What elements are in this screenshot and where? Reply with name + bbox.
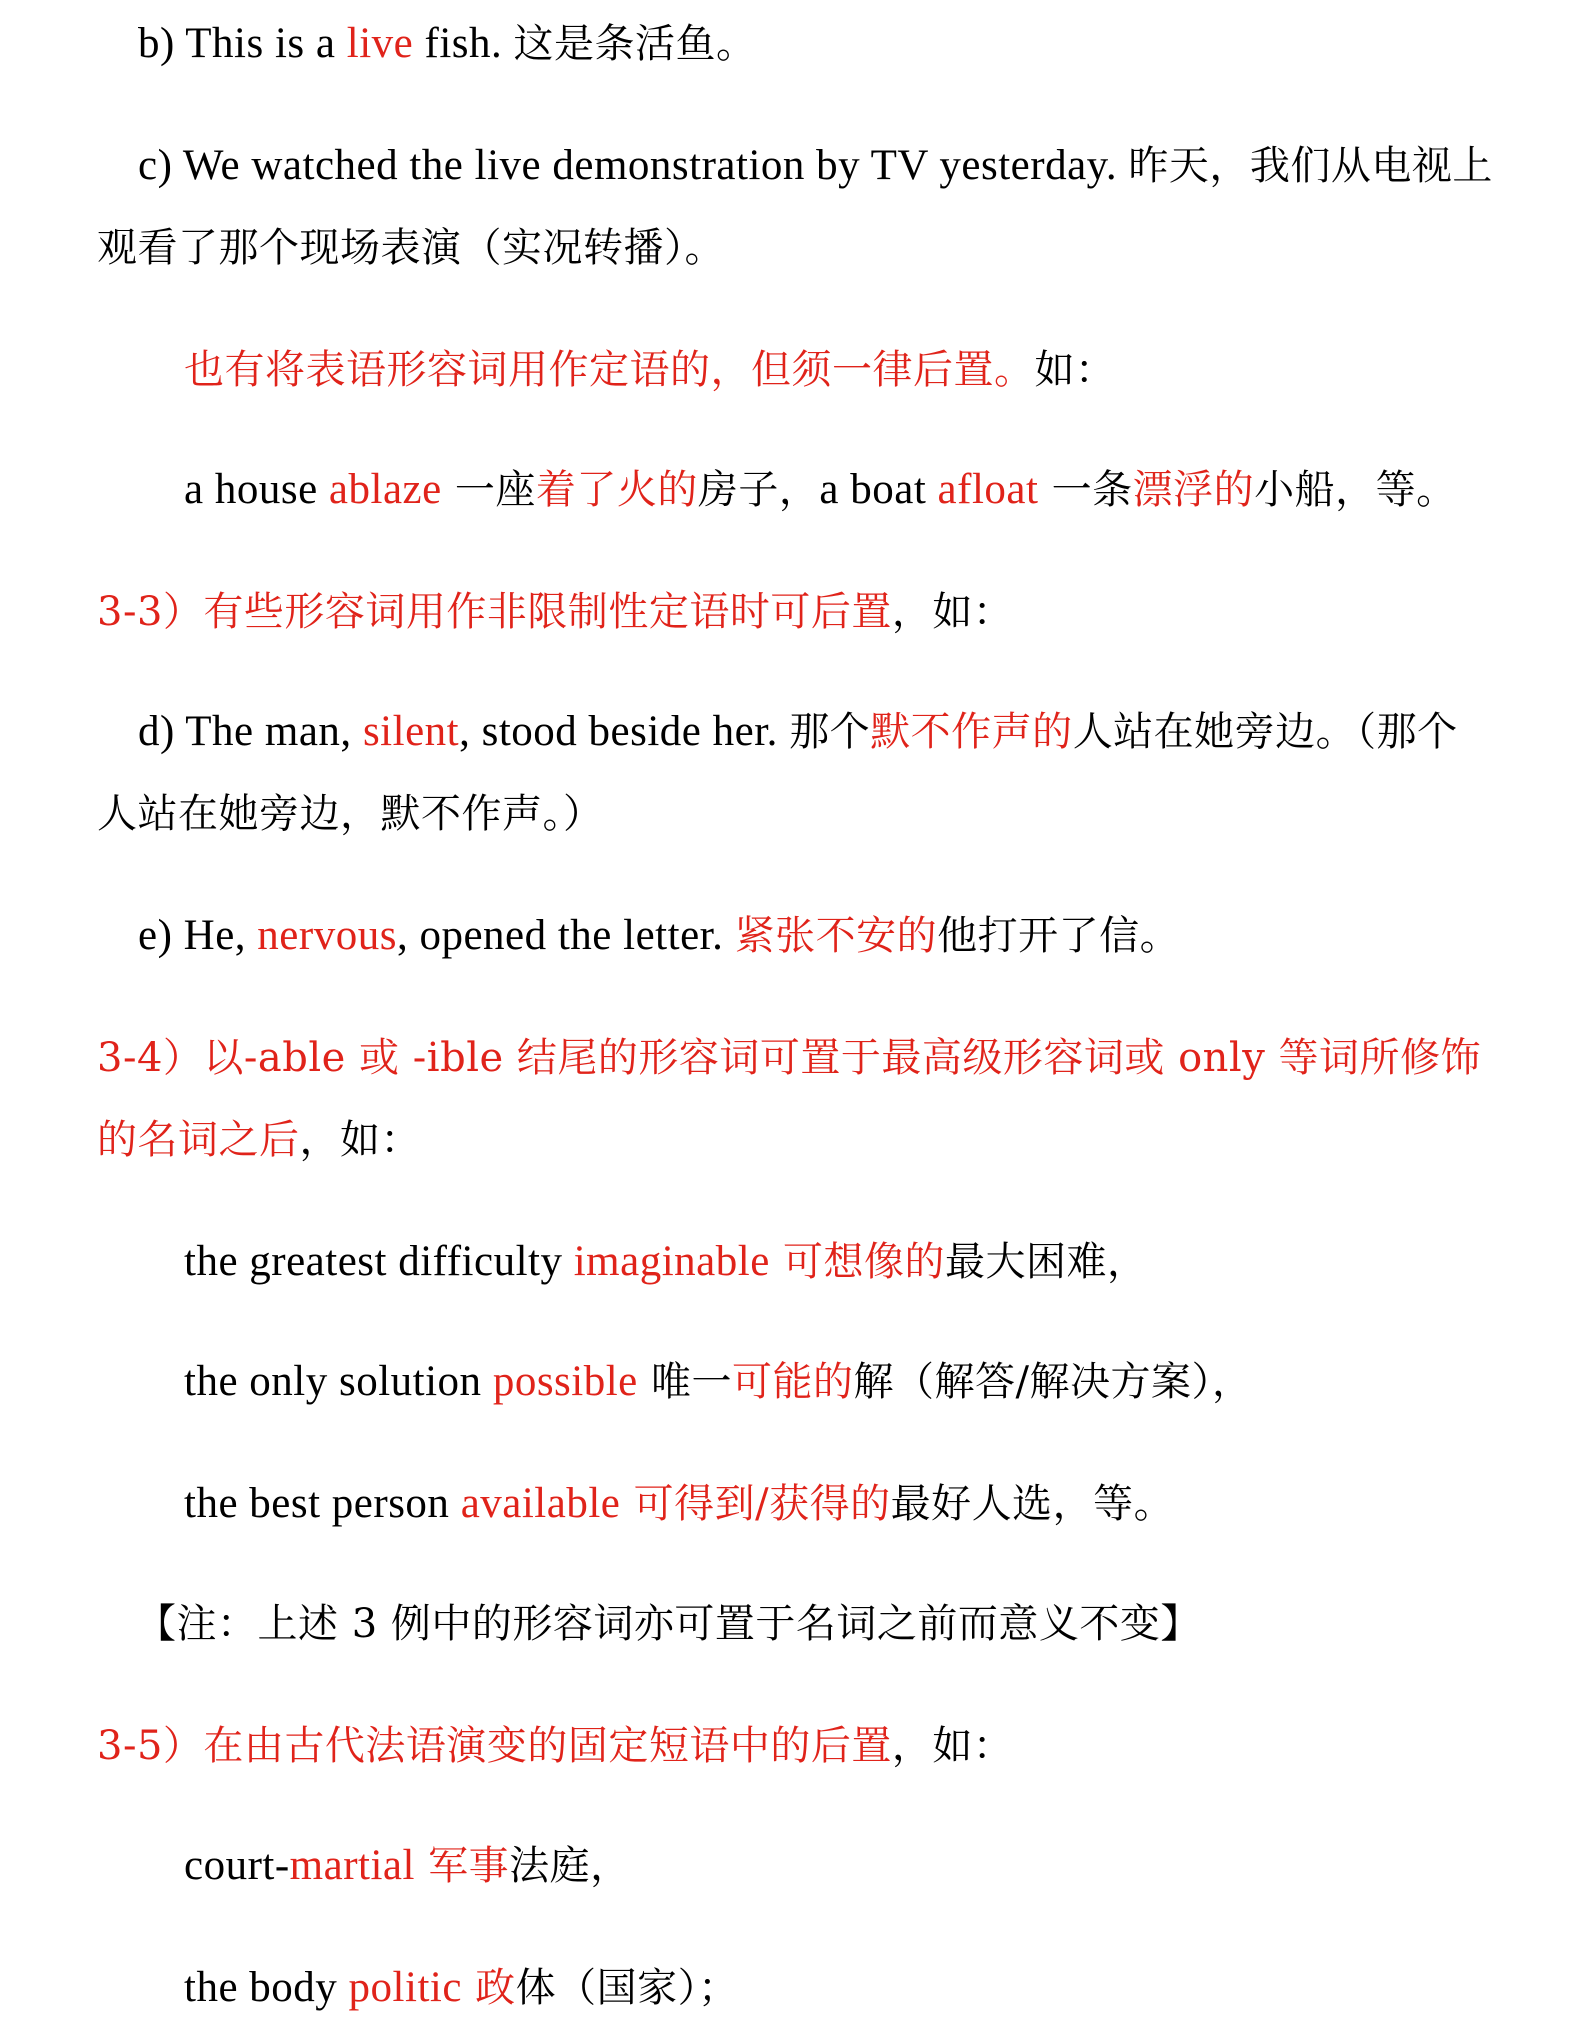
body-text: 唯一 bbox=[637, 1359, 732, 1405]
example-imaginable bbox=[184, 1238, 1148, 1286]
body-text: 人站在她旁边，默不作声。） bbox=[97, 791, 604, 837]
example-possible bbox=[184, 1358, 1252, 1406]
body-text: 昨天，我们从电视上 bbox=[1128, 143, 1493, 189]
body-text: 这是条活鱼。 bbox=[513, 21, 757, 67]
body-text: , stood beside her. bbox=[459, 708, 790, 755]
body-text: a boat bbox=[819, 466, 938, 513]
body-text: b) This is a bbox=[138, 20, 347, 67]
body-text: e) He, bbox=[138, 912, 258, 959]
section-heading-3-5 bbox=[97, 1722, 1013, 1770]
body-text: d) The man, bbox=[138, 708, 363, 755]
body-text: 解（解答/解决方案）， bbox=[853, 1359, 1253, 1405]
highlighted-text: 可得到/获得的 bbox=[620, 1481, 891, 1527]
highlighted-text: 3-4）以-able 或 -ible 结尾的形容词可置于最高级形容词或 only 等词所修饰 bbox=[97, 1035, 1482, 1081]
body-text: 一座 bbox=[441, 467, 536, 513]
body-text: 法庭， bbox=[509, 1843, 631, 1889]
body-text: , opened the letter. bbox=[396, 912, 735, 959]
example-line-d-continued bbox=[97, 790, 604, 838]
body-text: 一条 bbox=[1038, 467, 1133, 513]
body-text: 体（国家）； bbox=[515, 1965, 739, 2011]
example-line-d bbox=[138, 708, 1458, 756]
highlighted-text: 政 bbox=[461, 1965, 516, 2011]
example-body-politic bbox=[184, 1964, 739, 2012]
section-heading-3-3 bbox=[97, 588, 1013, 636]
highlighted-text: 也有将表语形容词用作定语的，但须一律后置。 bbox=[184, 347, 1035, 393]
body-text: 他打开了信。 bbox=[937, 913, 1181, 959]
body-text: fish. bbox=[413, 20, 514, 67]
highlighted-text: live bbox=[346, 20, 414, 67]
example-line-c-continued bbox=[97, 224, 725, 272]
highlighted-text: nervous bbox=[257, 912, 397, 959]
body-text: the body bbox=[184, 1964, 349, 2011]
rule-note-predicative-adjectives bbox=[184, 346, 1116, 394]
highlighted-text: 3-3）有些形容词用作非限制性定语时可后置 bbox=[97, 589, 892, 635]
body-text: ，如： bbox=[299, 1117, 421, 1163]
highlighted-text: imaginable bbox=[573, 1238, 770, 1285]
body-text: the best person bbox=[184, 1480, 461, 1527]
highlighted-text: available bbox=[460, 1480, 621, 1527]
section-heading-3-4 bbox=[97, 1034, 1481, 1082]
highlighted-text: 的名词之后 bbox=[97, 1117, 300, 1163]
highlighted-text: 可想像的 bbox=[769, 1239, 945, 1285]
body-text: a house bbox=[184, 466, 329, 513]
example-line-c bbox=[138, 142, 1493, 190]
example-line-e bbox=[138, 912, 1180, 960]
body-text: 最大困难， bbox=[945, 1239, 1148, 1285]
highlighted-text: 漂浮的 bbox=[1132, 467, 1255, 513]
highlighted-text: 可能的 bbox=[731, 1359, 854, 1405]
note-bracket bbox=[136, 1600, 1201, 1648]
highlighted-text: martial bbox=[289, 1842, 415, 1889]
section-heading-3-4-continued bbox=[97, 1116, 421, 1164]
body-text: c) We watched the live demonstration by TV yesterday. bbox=[138, 142, 1129, 189]
highlighted-text: 3-5）在由古代法语演变的固定短语中的后置 bbox=[97, 1723, 892, 1769]
body-text: ，如： bbox=[891, 1723, 1014, 1769]
body-text: the only solution bbox=[184, 1358, 493, 1405]
body-text: 观看了那个现场表演（实况转播）。 bbox=[97, 225, 725, 271]
highlighted-text: ablaze bbox=[328, 466, 442, 513]
highlighted-text: silent bbox=[362, 708, 460, 755]
highlighted-text: afloat bbox=[937, 466, 1039, 513]
example-court-martial bbox=[184, 1842, 631, 1890]
highlighted-text: possible bbox=[492, 1358, 638, 1405]
body-text: court- bbox=[184, 1842, 290, 1889]
example-line-b bbox=[138, 20, 757, 68]
highlighted-text: politic bbox=[348, 1964, 462, 2011]
body-text: 房子， bbox=[697, 467, 820, 513]
body-text: 人站在她旁边。（那个 bbox=[1072, 709, 1458, 755]
example-available bbox=[184, 1480, 1174, 1528]
body-text: ，如： bbox=[891, 589, 1014, 635]
body-text: 小船，等。 bbox=[1254, 467, 1457, 513]
body-text: 如： bbox=[1034, 347, 1116, 393]
highlighted-text: 默不作声的 bbox=[870, 709, 1073, 755]
body-text: 最好人选，等。 bbox=[890, 1481, 1175, 1527]
body-text: 【注：上述 3 例中的形容词亦可置于名词之前而意义不变】 bbox=[136, 1601, 1201, 1647]
highlighted-text: 紧张不安的 bbox=[734, 913, 938, 959]
highlighted-text: 着了火的 bbox=[535, 467, 698, 513]
body-text: 那个 bbox=[789, 709, 871, 755]
example-ablaze-afloat bbox=[184, 466, 1457, 514]
body-text: the greatest difficulty bbox=[184, 1238, 574, 1285]
highlighted-text: 军事 bbox=[414, 1843, 510, 1889]
